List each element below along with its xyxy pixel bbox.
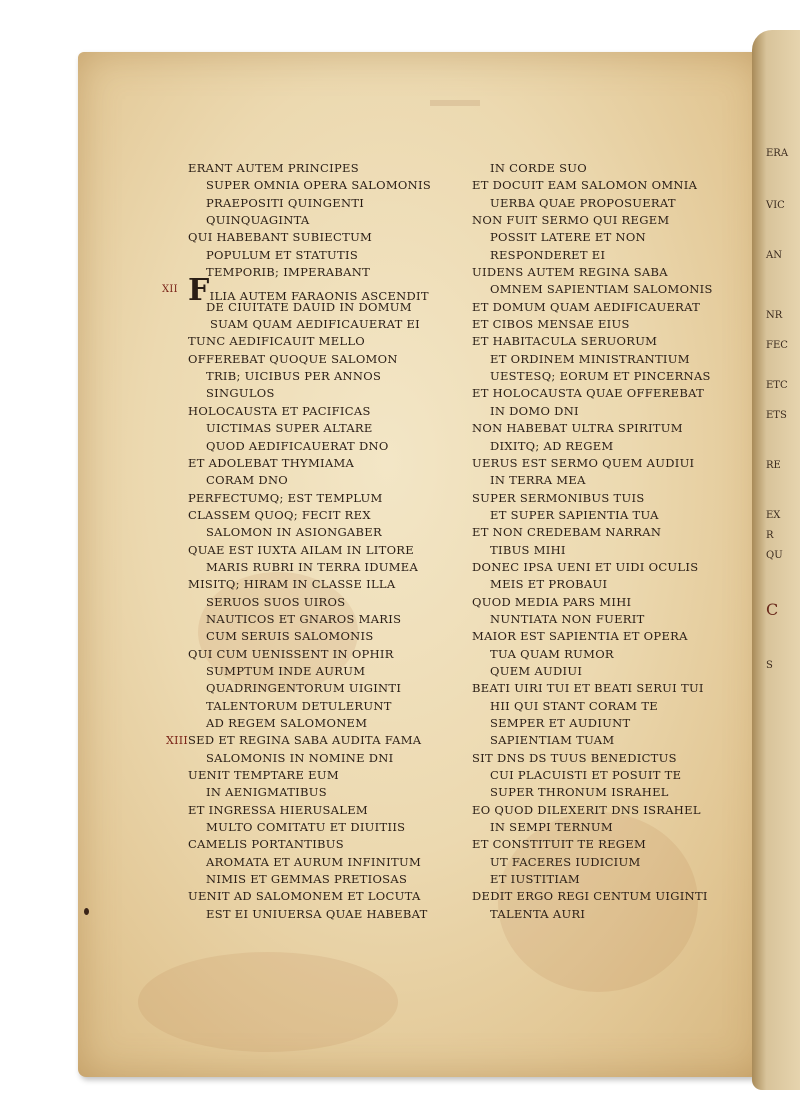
faint-mark bbox=[430, 100, 480, 106]
next-page-text: S bbox=[766, 660, 773, 671]
text-line: ET CIBOS MENSAE EIUS bbox=[472, 317, 630, 332]
text-line: ET HOLOCAUSTA QUAE OFFEREBAT bbox=[472, 386, 705, 401]
text-line: EST EI UNIUERSA QUAE HABEBAT bbox=[206, 906, 428, 921]
chapter-number: XII bbox=[162, 284, 178, 296]
text-line: SEMPER ET AUDIUNT bbox=[490, 716, 631, 730]
text-line: TUA QUAM RUMOR bbox=[490, 646, 614, 661]
text-line: TIBUS MIHI bbox=[490, 542, 566, 557]
text-line: SUMPTUM INDE AURUM bbox=[206, 663, 366, 678]
text-line: SALOMONIS IN NOMINE DNI bbox=[206, 750, 394, 765]
text-line: ET DOMUM QUAM AEDIFICAUERAT bbox=[472, 299, 701, 314]
text-line: ET ORDINEM MINISTRANTIUM bbox=[490, 351, 690, 366]
left-text-column bbox=[162, 160, 458, 923]
decorated-initial: F bbox=[188, 273, 210, 309]
text-line: NON FUIT SERMO QUI REGEM bbox=[472, 213, 670, 228]
next-page-text: ETS bbox=[766, 410, 787, 421]
text-line: AROMATA ET AURUM INFINITUM bbox=[206, 854, 422, 869]
text-line: DIXITQ; AD REGEM bbox=[490, 438, 614, 453]
text-line: IN CORDE SUO bbox=[490, 161, 588, 175]
text-line: UERUS EST SERMO QUEM AUDIUI bbox=[472, 455, 695, 470]
text-line: HII QUI STANT CORAM TE bbox=[490, 698, 658, 713]
next-page-text: R bbox=[766, 530, 774, 541]
text-line: ET NON CREDEBAM NARRAN bbox=[472, 525, 662, 540]
text-line: UENIT TEMPTARE EUM bbox=[188, 768, 339, 783]
right-text-column bbox=[472, 160, 722, 923]
text-line: QUI CUM UENISSENT IN OPHIR bbox=[188, 646, 394, 661]
text-line: SERUOS SUOS UIROS bbox=[206, 594, 346, 609]
text-line: QUI HABEBANT SUBIECTUM bbox=[188, 230, 373, 245]
chapter-mark: XIII bbox=[166, 734, 189, 748]
text-line: UESTESQ; EORUM ET PINCERNAS bbox=[490, 369, 711, 384]
text-line: MARIS RUBRI IN TERRA IDUMEA bbox=[206, 559, 419, 574]
text-line: OFFEREBAT QUOQUE SALOMON bbox=[188, 351, 398, 366]
text-line: POSSIT LATERE ET NON bbox=[490, 230, 646, 245]
text-line: TEMPORIB; IMPERABANT bbox=[206, 265, 371, 280]
text-line: ET HABITACULA SERUORUM bbox=[472, 334, 658, 349]
text-line: EO QUOD DILEXERIT DNS ISRAHEL bbox=[472, 802, 701, 817]
text-line: ET CONSTITUIT TE REGEM bbox=[472, 837, 647, 852]
text-line: SIT DNS DS TUUS BENEDICTUS bbox=[472, 750, 677, 765]
text-line: CUM SERUIS SALOMONIS bbox=[206, 629, 374, 644]
text-line: IN AENIGMATIBUS bbox=[206, 785, 327, 800]
text-line: CAMELIS PORTANTIBUS bbox=[188, 837, 344, 852]
text-line: ILIA AUTEM FARAONIS ASCENDIT bbox=[209, 289, 429, 304]
text-line: ET SUPER SAPIENTIA TUA bbox=[490, 507, 659, 522]
text-line: UT FACERES IUDICIUM bbox=[490, 854, 641, 869]
text-line: AD REGEM SALOMONEM bbox=[206, 716, 368, 730]
text-line: DONEC IPSA UENI ET UIDI OCULIS bbox=[472, 559, 699, 574]
text-line: UIDENS AUTEM REGINA SABA bbox=[472, 265, 668, 280]
text-line: CUI PLACUISTI ET POSUIT TE bbox=[490, 768, 682, 783]
text-line: BEATI UIRI TUI ET BEATI SERUI TUI bbox=[472, 681, 704, 696]
text-line: MAIOR EST SAPIENTIA ET OPERA bbox=[472, 629, 688, 644]
text-line: NIMIS ET GEMMAS PRETIOSAS bbox=[206, 872, 408, 887]
text-line: TRIB; UICIBUS PER ANNOS bbox=[206, 369, 382, 384]
text-line: ET DOCUIT EAM SALOMON OMNIA bbox=[472, 178, 698, 193]
next-page-text: ETC bbox=[766, 380, 788, 391]
text-line: SUPER THRONUM ISRAHEL bbox=[490, 785, 669, 800]
text-line: SUPER SERMONIBUS TUIS bbox=[472, 490, 645, 505]
next-page-text: AN bbox=[766, 250, 782, 261]
text-line: UERBA QUAE PROPOSUERAT bbox=[490, 195, 676, 210]
text-line: QUOD AEDIFICAUERAT DNO bbox=[206, 438, 389, 453]
text-line: SAPIENTIAM TUAM bbox=[490, 733, 615, 748]
text-line: HOLOCAUSTA ET PACIFICAS bbox=[188, 403, 371, 418]
text-line: SUAM QUAM AEDIFICAUERAT EI bbox=[210, 317, 421, 332]
text-line: TALENTORUM DETULERUNT bbox=[206, 698, 392, 713]
text-line: MULTO COMITATU ET DIUITIIS bbox=[206, 820, 406, 835]
text-line: ET IUSTITIAM bbox=[490, 872, 580, 887]
next-page-text: FEC bbox=[766, 340, 788, 351]
next-page-text: EX bbox=[766, 510, 781, 521]
text-line: ET INGRESSA HIERUSALEM bbox=[188, 802, 368, 817]
text-line: IN SEMPI TERNUM bbox=[490, 820, 613, 835]
text-line: MISITQ; HIRAM IN CLASSE ILLA bbox=[188, 577, 396, 592]
text-line: RESPONDERET EI bbox=[490, 247, 606, 262]
text-line: ET ADOLEBAT THYMIAMA bbox=[188, 455, 355, 470]
text-line: QUADRINGENTORUM UIGINTI bbox=[206, 681, 402, 696]
text-line: CLASSEM QUOQ; FECIT REX bbox=[188, 507, 371, 522]
text-line: IN DOMO DNI bbox=[490, 403, 579, 418]
text-line: MEIS ET PROBAUI bbox=[490, 577, 608, 592]
text-line: PERFECTUMQ; EST TEMPLUM bbox=[188, 490, 383, 505]
next-page-initial: C bbox=[766, 600, 779, 619]
text-line: DEDIT ERGO REGI CENTUM UIGINTI bbox=[472, 889, 708, 904]
text-line: QUOD MEDIA PARS MIHI bbox=[472, 594, 632, 609]
text-line: PRAEPOSITI QUINGENTI bbox=[206, 195, 365, 210]
text-line: DE CIUITATE DAUID IN DOMUM bbox=[206, 299, 412, 314]
text-line: UENIT AD SALOMONEM ET LOCUTA bbox=[188, 889, 421, 904]
text-line: POPULUM ET STATUTIS bbox=[206, 247, 358, 262]
text-line: SINGULOS bbox=[206, 386, 275, 401]
text-line: TALENTA AURI bbox=[490, 906, 586, 921]
text-line: SED ET REGINA SABA AUDITA FAMA bbox=[188, 733, 422, 748]
next-page-text: RE bbox=[766, 460, 781, 471]
next-page-text: ERA bbox=[766, 148, 789, 159]
text-line: QUEM AUDIUI bbox=[490, 663, 583, 678]
text-line: UICTIMAS SUPER ALTARE bbox=[206, 421, 373, 436]
text-line-with-margin bbox=[166, 732, 458, 749]
text-line: CORAM DNO bbox=[206, 473, 289, 488]
ink-spot bbox=[84, 908, 89, 915]
text-line: TUNC AEDIFICAUIT MELLO bbox=[188, 334, 365, 349]
text-line: ERANT AUTEM PRINCIPES bbox=[188, 161, 359, 175]
parchment-stain bbox=[138, 952, 398, 1052]
text-line: QUINQUAGINTA bbox=[206, 213, 310, 228]
next-page-text: QU bbox=[766, 550, 783, 561]
next-page-text: VIC bbox=[766, 200, 785, 211]
text-line: NUNTIATA NON FUERIT bbox=[490, 611, 645, 626]
text-line: SALOMON IN ASIONGABER bbox=[206, 525, 382, 540]
next-page-edge bbox=[752, 30, 800, 1090]
text-line: QUAE EST IUXTA AILAM IN LITORE bbox=[188, 542, 414, 557]
text-line: NAUTICOS ET GNAROS MARIS bbox=[206, 611, 402, 626]
text-line: SUPER OMNIA OPERA SALOMONIS bbox=[206, 178, 431, 193]
text-line: NON HABEBAT ULTRA SPIRITUM bbox=[472, 421, 683, 436]
text-line: IN TERRA MEA bbox=[490, 473, 586, 488]
next-page-text: NR bbox=[766, 310, 783, 321]
text-line: OMNEM SAPIENTIAM SALOMONIS bbox=[490, 282, 713, 297]
